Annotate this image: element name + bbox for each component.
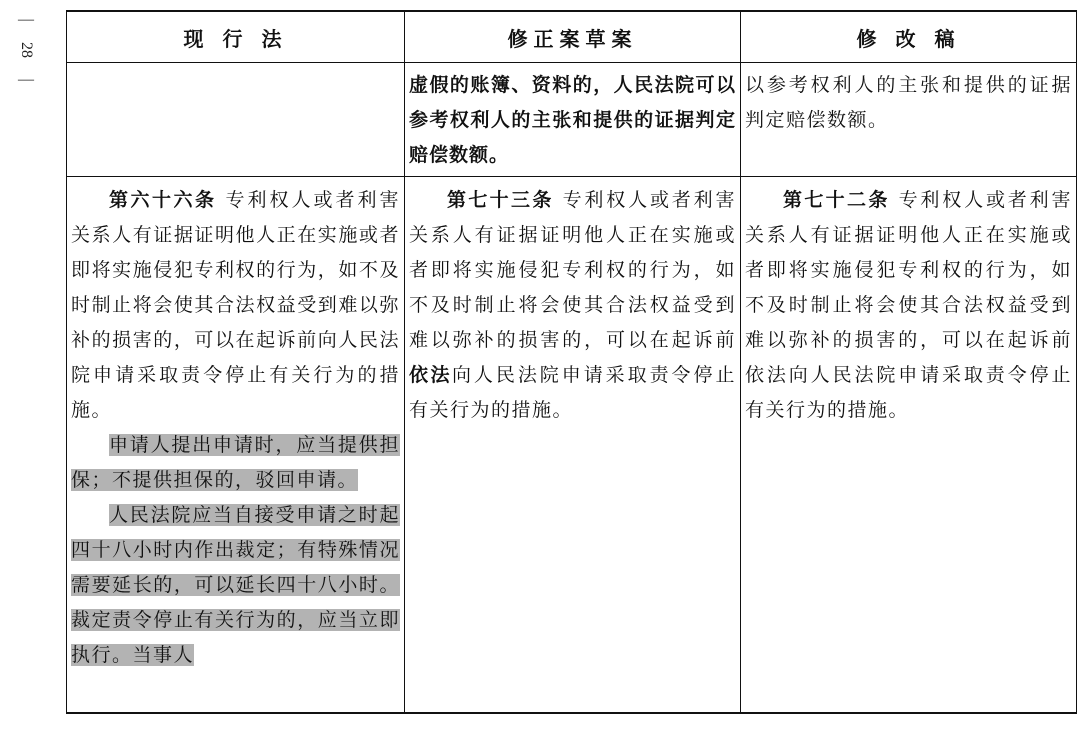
cell-current-law: [67, 177, 405, 714]
article-label: 第七十二条: [783, 189, 890, 211]
header-row: [67, 11, 1077, 63]
article-paragraph: [71, 428, 400, 498]
header-current-law: 现 行 法: [67, 11, 405, 63]
page-number: 28: [18, 42, 35, 58]
inserted-bold-text: 依法: [409, 364, 452, 386]
article-text: 专利权人或者利害关系人有证据证明他人正在实施或者即将实施侵犯专利权的行为，如不及时制止将会使其合法权益受到难以弥补的损害的，可以在起诉前依法向人民法院申请采取责令停止有关行为的措施。: [745, 189, 1072, 421]
page-number-dash-top: —: [18, 11, 34, 28]
page-number-margin: [12, 8, 40, 92]
cell-text: 以参考权利人的主张和提供的证据判定赔偿数额。: [745, 74, 1072, 131]
comparison-table: [66, 10, 1077, 714]
article-label: 第七十三条: [447, 189, 554, 211]
article-text: 专利权人或者利害关系人有证据证明他人正在实施或者即将实施侵犯专利权的行为，如不及时制止将会使其合法权益受到难以弥补的损害的，可以在起诉前: [409, 189, 736, 351]
shaded-deleted-text: 申请人提出申请时，应当提供担保；不提供担保的，驳回申请。: [71, 434, 400, 491]
article-paragraph: [71, 498, 400, 673]
article-text: 专利权人或者利害关系人有证据证明他人正在实施或者即将实施侵犯专利权的行为，如不及时制止将会使其合法权益受到难以弥补的损害的，可以在起诉前向人民法院申请采取责令停止有关行为的措施。: [71, 189, 400, 421]
table-row: [67, 177, 1077, 714]
cell-revised-draft: [741, 63, 1077, 177]
cell-text-bold: 虚假的账簿、资料的，人民法院可以参考权利人的主张和提供的证据判定赔偿数额。: [409, 74, 736, 166]
article-text: 向人民法院申请采取责令停止有关行为的措施。: [409, 364, 736, 421]
article-paragraph: [745, 183, 1072, 428]
cell-draft-amendment: [405, 177, 741, 714]
shaded-deleted-text: 人民法院应当自接受申请之时起四十八小时内作出裁定；有特殊情况需要延长的，可以延长四十八小时。裁定责令停止有关行为的，应当立即执行。当事人: [71, 504, 400, 666]
header-revised-draft: 修 改 稿: [741, 11, 1077, 63]
cell-revised-draft: [741, 177, 1077, 714]
article-label: 第六十六条: [109, 189, 217, 211]
page-number-dash-bottom: —: [18, 71, 34, 88]
article-paragraph: [409, 183, 736, 428]
header-draft-amendment: 修正案草案: [405, 11, 741, 63]
cell-current-law: [67, 63, 405, 177]
table-row: [67, 63, 1077, 177]
cell-draft-amendment: [405, 63, 741, 177]
article-paragraph: [71, 183, 400, 428]
